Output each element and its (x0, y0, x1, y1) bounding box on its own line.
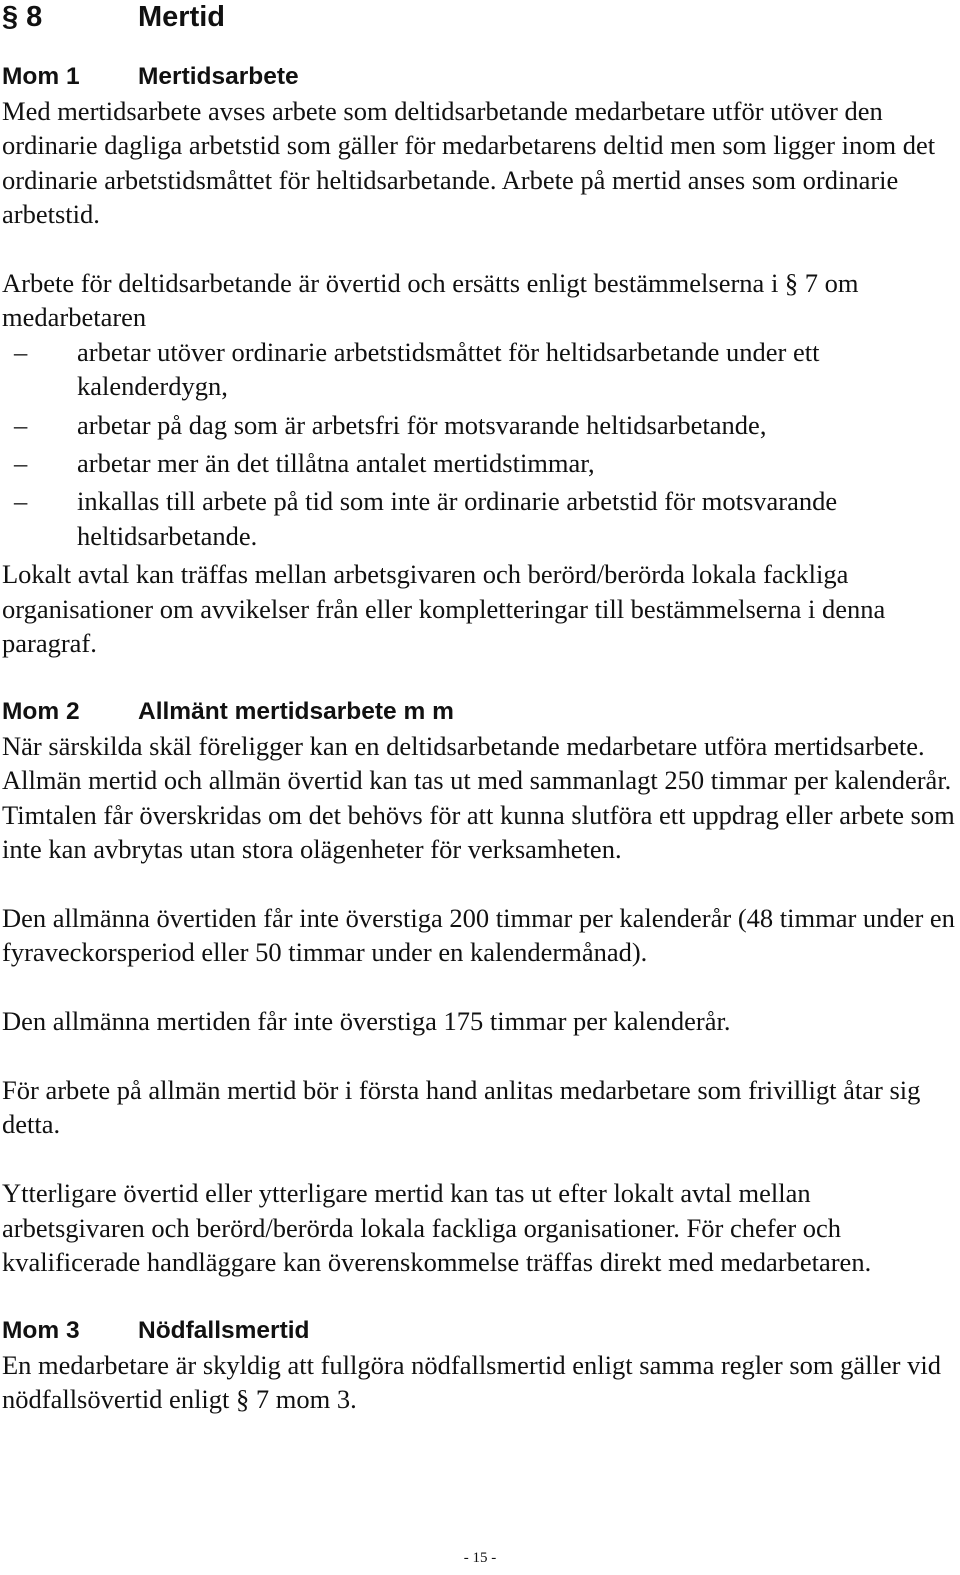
mom3-title: Nödfallsmertid (138, 1316, 310, 1344)
mom3-heading (2, 1314, 957, 1348)
section-title: Mertid (138, 1, 225, 33)
dash-icon: – (14, 448, 28, 479)
mom2-paragraph-4: För arbete på allmän mertid bör i första hand anlitas medarbetare som frivilligt åtar sig detta. (2, 1074, 921, 1140)
mom3-paragraph-1: En medarbetare är skyldig att fullgöra nödfallsmertid enligt samma regler som gäller vid nödfallsövertid enligt § 7 mom 3. (2, 1349, 941, 1415)
mom1-number: Mom 1 (2, 63, 80, 90)
mom1-paragraph-1: Med mertidsarbete avses arbete som deltidsarbetande medarbetare utför utöver den ordinarie dagliga arbetstid som gäller för medarbetarens deltid men som ligger inom det ordinarie arbetstidsmåttet för heltidsarbetande. Arbete på mertid anses som ordinarie arbetstid. (2, 96, 936, 230)
dash-icon: – (14, 409, 28, 440)
dash-icon: – (14, 486, 28, 517)
mom1-bullet-list (2, 335, 957, 553)
page-number: - 15 - (463, 1550, 497, 1566)
section-number: § 8 (2, 1, 43, 33)
mom2-number: Mom 2 (2, 697, 80, 725)
mom1-paragraph-2: Arbete för deltidsarbetande är övertid och ersätts enligt bestämmelserna i § 7 om medarbetaren (2, 268, 859, 333)
list-item (2, 408, 957, 442)
list-item (2, 446, 957, 480)
mom2-paragraph-3: Den allmänna mertiden får inte överstiga 175 timmar per kalenderår. (2, 1006, 731, 1037)
mom2-title: Allmänt mertidsarbete m m (138, 697, 454, 725)
list-item-text: inkallas till arbete på tid som inte är ordinarie arbetstid för motsvarande heltidsarbetande. (77, 486, 838, 551)
mom1-title: Mertidsarbete (138, 63, 299, 90)
list-item (2, 484, 957, 553)
mom1-paragraph-3: Lokalt avtal kan träffas mellan arbetsgivaren och berörd/berörda lokala fackliga organisationer om avvikelser från eller kompletteringar till bestämmelserna i denna paragraf. (2, 559, 886, 659)
mom2-paragraph-5: Ytterligare övertid eller ytterligare mertid kan tas ut efter lokalt avtal mellan arbetsgivaren och berörd/berörda lokala fackliga organisationer. För chefer och kvalificerade handläggare kan överenskommelse träffas direkt med medarbetaren. (2, 1178, 872, 1277)
section-heading (2, 0, 957, 34)
document-page (2, 0, 957, 1417)
mom2-paragraph-2: Den allmänna övertiden får inte överstiga 200 timmar per kalenderår (48 timmar under en fyraveckorsperiod eller 50 timmar under en kalendermånad). (2, 902, 955, 968)
dash-icon: – (14, 336, 28, 367)
mom2-paragraph-1: När särskilda skäl föreligger kan en deltidsarbetande medarbetare utföra mertidsarbete. Allmän mertid och allmän övertid kan tas ut med sammanlagt 250 timmar per kalenderår. Timtalen får överskridas om det behövs för att kunna slutföra ett uppdrag eller arbete som inte kan avbrytas utan stora olägenheter för verksamheten. (2, 730, 955, 865)
mom3-number: Mom 3 (2, 1316, 80, 1344)
mom1-heading (2, 60, 957, 94)
list-item-text: arbetar utöver ordinarie arbetstidsmåttet för heltidsarbetande under ett kalenderdygn, (77, 336, 820, 402)
list-item (2, 335, 957, 404)
list-item-text: arbetar mer än det tillåtna antalet mertidstimmar, (77, 448, 595, 479)
list-item-text: arbetar på dag som är arbetsfri för motsvarande heltidsarbetande, (77, 409, 767, 440)
mom2-heading (2, 695, 957, 729)
